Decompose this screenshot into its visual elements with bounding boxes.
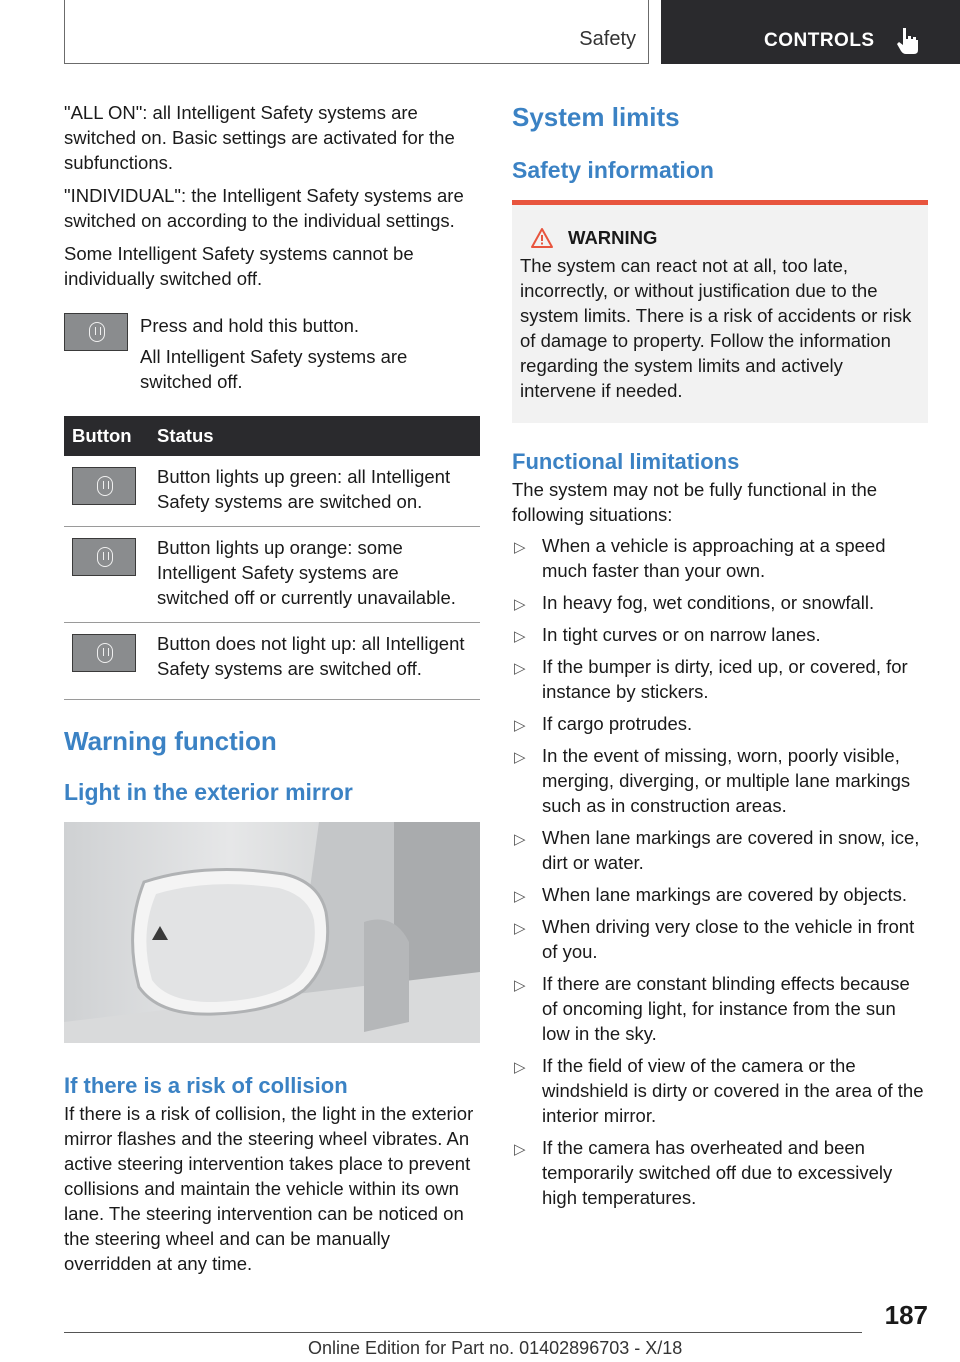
header-frame	[64, 0, 649, 64]
footer-divider	[64, 1332, 862, 1333]
list-item: ▷ When lane markings are covered by objects.	[512, 882, 928, 907]
intelligent-safety-button-icon	[72, 467, 136, 505]
table-row	[64, 456, 480, 527]
intelligent-safety-button-icon	[72, 538, 136, 576]
heading-risk-of-collision: If there is a risk of collision	[64, 1073, 348, 1098]
triangle-bullet-icon: ▷	[514, 1059, 526, 1076]
exterior-mirror-illustration	[64, 822, 480, 1043]
paragraph-cannot-switch-off: Some Intelligent Safety systems cannot be individually switched off.	[64, 243, 414, 289]
left-column	[64, 100, 480, 1284]
page-number: 187	[884, 1300, 928, 1330]
intelligent-safety-button-icon	[64, 313, 128, 351]
limitations-list	[512, 533, 928, 1210]
list-item: ▷ When lane markings are covered in snow, ice, dirt or water.	[514, 827, 920, 873]
header-chapter-label: CONTROLS	[764, 30, 875, 51]
paragraph-functional-intro: The system may not be fully functional in the following situations:	[512, 479, 878, 525]
triangle-bullet-icon: ▷	[514, 1141, 526, 1158]
triangle-bullet-icon: ▷	[514, 977, 526, 994]
heading-light-exterior-mirror: Light in the exterior mirror	[64, 779, 353, 805]
list-item: ▷ If cargo protrudes.	[512, 711, 928, 736]
button-status-table	[64, 416, 480, 700]
header-chapter-tab	[661, 0, 960, 64]
press-instruction	[64, 313, 480, 394]
triangle-bullet-icon: ▷	[514, 920, 526, 937]
list-item: ▷ When a vehicle is approaching at a speed much faster than your own.	[514, 535, 886, 581]
press-result-text: All Intelligent Safety systems are switched off.	[140, 346, 408, 392]
warning-box	[512, 200, 928, 423]
list-item: ▷ In heavy fog, wet conditions, or snowfall.	[512, 590, 928, 615]
warning-triangle-icon	[530, 227, 554, 249]
triangle-bullet-icon: ▷	[514, 596, 526, 613]
status-text: Button lights up green: all Intelligent Safety systems are switched on.	[149, 456, 480, 527]
list-item: ▷ If the bumper is dirty, iced up, or covered, for instance by stickers.	[514, 656, 908, 702]
triangle-bullet-icon: ▷	[514, 831, 526, 848]
table-header-button: Button	[64, 416, 149, 456]
status-text: Button lights up orange: some Intelligent Safety systems are switched off or currently unavailable.	[149, 527, 480, 623]
triangle-bullet-icon: ▷	[514, 888, 526, 905]
header-section-title: Safety	[579, 28, 636, 50]
warning-text: The system can react not at all, too late, incorrectly, or without justification due to the system limits. There is a risk of accidents or risk of damage to property. Follow the information regarding the system limits and actively intervene if needed.	[520, 255, 912, 401]
table-header-status: Status	[149, 416, 480, 456]
press-text: Press and hold this button.	[140, 315, 360, 336]
list-item: ▷ In tight curves or on narrow lanes.	[512, 622, 928, 647]
list-item: ▷ In the event of missing, worn, poorly visible, merging, diverging, or multiple lane markings such as in construction areas.	[514, 745, 911, 816]
list-item: ▷ If there are constant blinding effects because of oncoming light, for instance from the sun low in the sky.	[514, 973, 910, 1044]
paragraph-collision: If there is a risk of collision, the light in the exterior mirror flashes and the steering wheel vibrates. An active steering intervention takes place to prevent collisions and maintain the vehicle within its own lane. The steering intervention can be noticed on the steering wheel and can be manually overridden at any time.	[64, 1103, 474, 1274]
heading-warning-function: Warning function	[64, 726, 277, 756]
list-item: ▷ If the camera has overheated and been temporarily switched off due to excessively high temperatures.	[514, 1137, 893, 1208]
intelligent-safety-button-icon	[72, 634, 136, 672]
triangle-bullet-icon: ▷	[514, 660, 526, 677]
right-column	[512, 100, 928, 1217]
triangle-bullet-icon: ▷	[514, 539, 526, 556]
list-item: ▷ When driving very close to the vehicle in front of you.	[514, 916, 915, 962]
footer-edition: Online Edition for Part no. 01402896703 - X/18	[308, 1338, 683, 1358]
table-row	[64, 527, 480, 623]
paragraph-all-on: "ALL ON": all Intelligent Safety systems are switched on. Basic settings are activated for the subfunctions.	[64, 102, 455, 173]
triangle-bullet-icon: ▷	[514, 749, 526, 766]
pointing-hand-icon	[895, 26, 921, 56]
list-item: ▷ If the field of view of the camera or the windshield is dirty or covered in the area of the interior mirror.	[514, 1055, 924, 1126]
triangle-bullet-icon: ▷	[514, 717, 526, 734]
table-row	[64, 623, 480, 700]
heading-functional-limitations: Functional limitations	[512, 449, 740, 474]
heading-safety-information: Safety information	[512, 157, 714, 183]
paragraph-individual: "INDIVIDUAL": the Intelligent Safety systems are switched on according to the individual settings.	[64, 185, 464, 231]
heading-system-limits: System limits	[512, 102, 680, 132]
triangle-bullet-icon: ▷	[514, 628, 526, 645]
status-text: Button does not light up: all Intelligent Safety systems are switched off.	[149, 623, 480, 700]
warning-label: WARNING	[568, 227, 658, 248]
